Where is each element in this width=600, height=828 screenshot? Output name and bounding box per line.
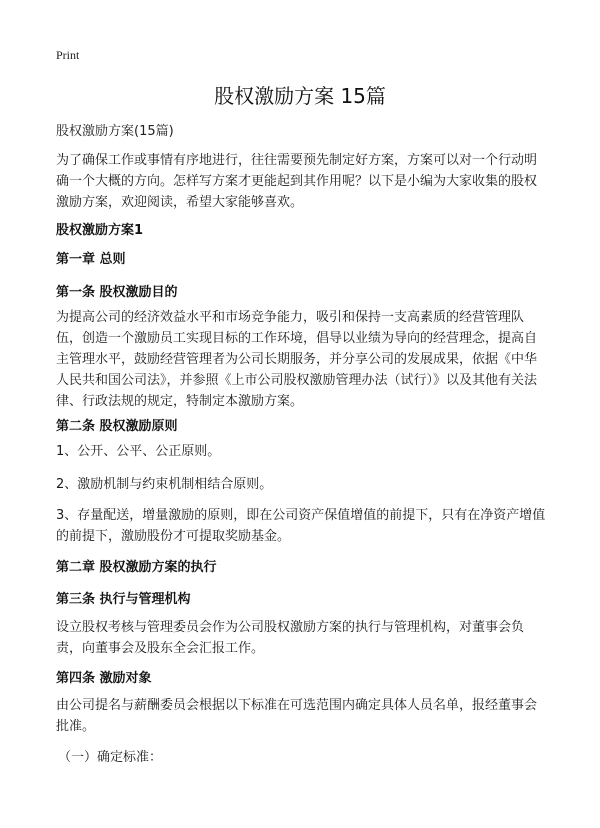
chapter-2-heading: 第二章 股权激励方案的执行 bbox=[56, 560, 217, 575]
document-title: 股权激励方案 15篇 bbox=[214, 84, 386, 108]
document-subtitle: 股权激励方案(15篇) bbox=[56, 124, 174, 139]
intro-paragraph: 为了确保工作或事情有序地进行，往往需要预先制定好方案，方案可以对一个行动明确一个大概的方向。怎样写方案才更能起到其作用呢？以下是小编为大家收集的股权激励方案，欢迎阅读，希望大家能够喜欢。 bbox=[56, 153, 538, 210]
print-link[interactable]: Print bbox=[56, 48, 80, 62]
article-4-body: 由公司提名与薪酬委员会根据以下标准在可选范围内确定具体人员名单，报经董事会批准。 bbox=[56, 698, 538, 734]
principle-3: 3、存量配送，增量激励的原则，即在公司资产保值增值的前提下，只有在净资产增值的前提下，激励股份才可提取奖励基金。 bbox=[56, 508, 546, 544]
article-2-heading: 第二条 股权激励原则 bbox=[56, 419, 178, 434]
principle-1: 1、公开、公平、公正原则。 bbox=[56, 444, 221, 459]
article-1-body: 为提高公司的经济效益水平和市场竞争能力，吸引和保持一支高素质的经营管理队伍，创造一个激励员工实现目标的工作环境，倡导以业绩为导向的经营理念，提高自主管理水平，鼓励经营管理者为公司长期服务，并分享公司的发展成果，依据《中华人民共和国公司法》，并参照《上市公司股权激励管理办法（试行）》以及其他有关法律、行政法规的规定，特制定本激励方案。 bbox=[56, 310, 538, 409]
principle-2: 2、激励机制与约束机制相结合原则。 bbox=[56, 477, 273, 492]
article-3-body: 设立股权考核与管理委员会作为公司股权激励方案的执行与管理机构，对董事会负责，向董事会及股东全会汇报工作。 bbox=[56, 620, 525, 656]
article-1-heading: 第一条 股权激励目的 bbox=[56, 285, 178, 300]
criteria-label: （一）确定标准： bbox=[58, 750, 163, 765]
chapter-1-heading: 第一章 总则 bbox=[56, 252, 126, 267]
article-4-heading: 第四条 激励对象 bbox=[56, 671, 152, 686]
section-title: 股权激励方案1 bbox=[56, 223, 144, 238]
article-3-heading: 第三条 执行与管理机构 bbox=[56, 592, 191, 607]
